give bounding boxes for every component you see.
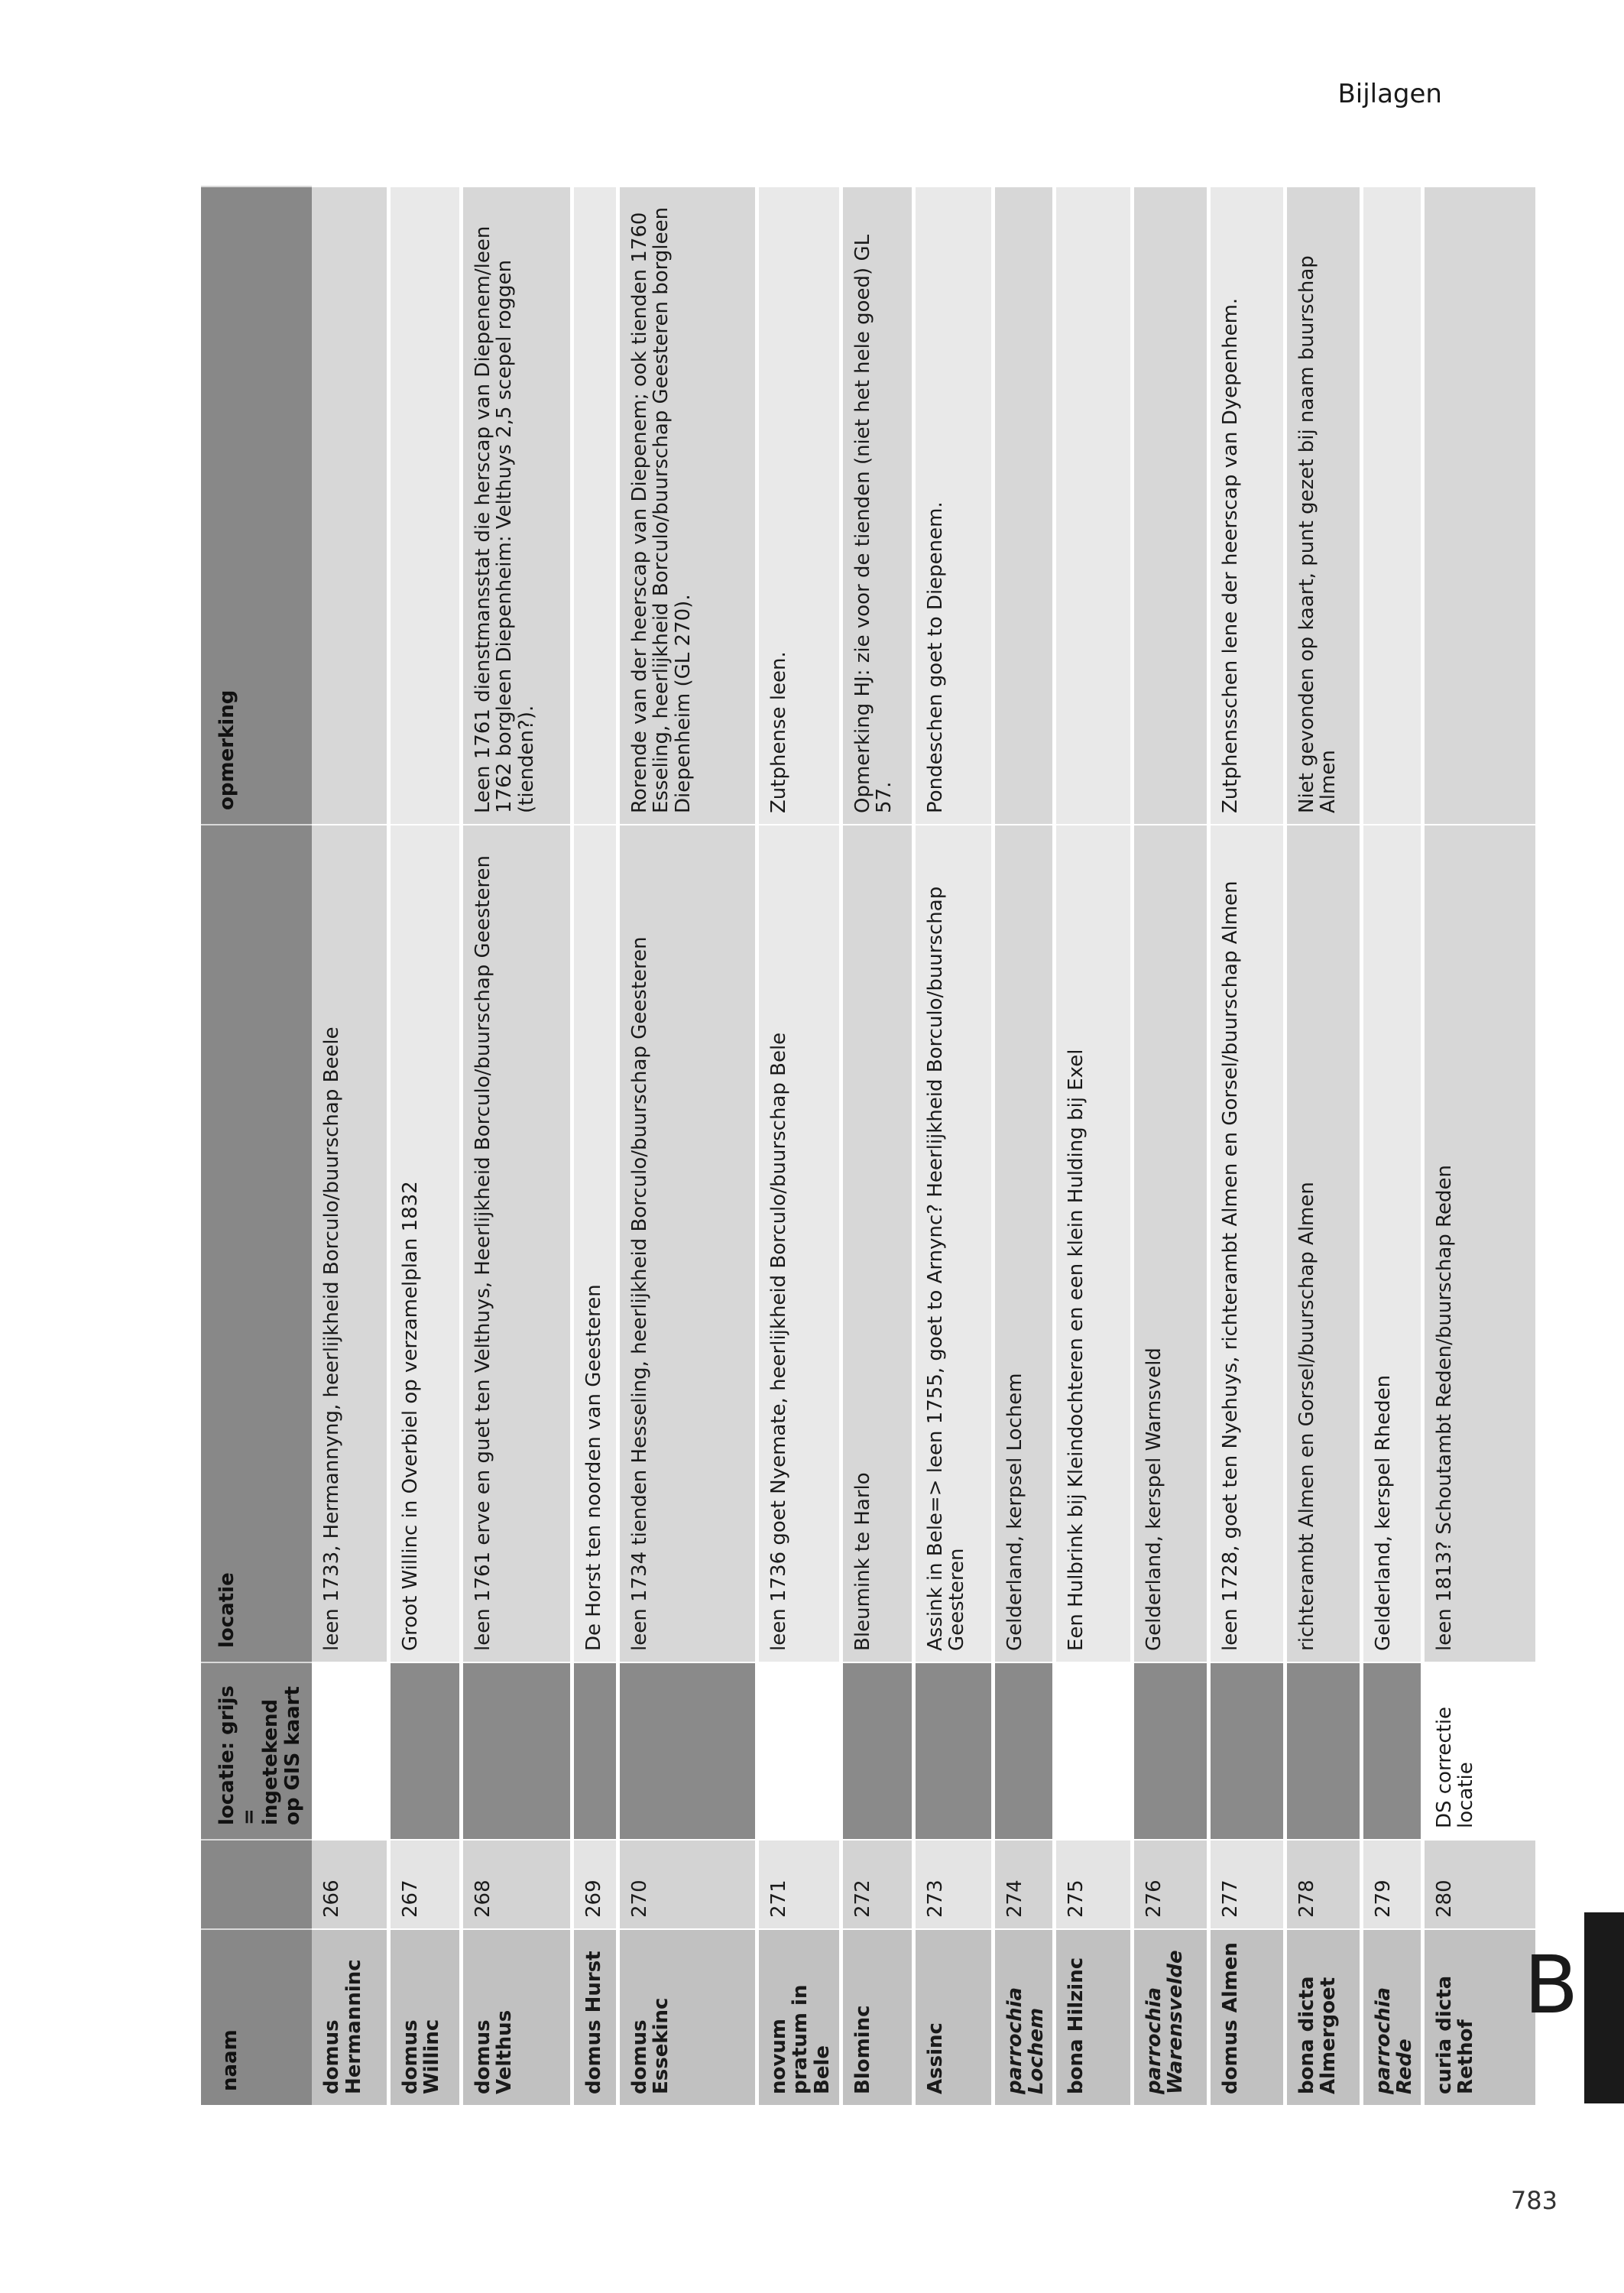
cell-locatie-grijs — [841, 1662, 913, 1840]
table-row — [1285, 186, 1361, 2105]
cell-naam: parrochia Rede — [1361, 1929, 1422, 2105]
table-frame — [201, 186, 1478, 2105]
table-row — [1361, 186, 1422, 2105]
cell-naam: parrochia Warensvelde — [1132, 1929, 1208, 2105]
cell-locatie-grijs — [1361, 1662, 1422, 1840]
table-body — [312, 186, 1537, 2105]
cell-locatie-grijs — [388, 1662, 461, 1840]
table-row — [1422, 186, 1537, 2105]
table-header-row — [201, 186, 312, 2105]
table-row — [913, 186, 993, 2105]
cell-naam: domus Hermanninc — [312, 1929, 388, 2105]
cell-locatie: Gelderland, kerspel Warnsveld — [1132, 825, 1208, 1662]
cell-locatie: leen 1734 tienden Hesseling, heerlijkheid Borculo/buurschap Geesteren — [618, 825, 757, 1662]
cell-locatie: Groot Willinc in Overbiel op verzamelplan 1832 — [388, 825, 461, 1662]
cell-opmerking: Niet gevonden op kaart, punt gezet bij naam buurschap Almen — [1285, 186, 1361, 825]
cell-locatie: leen 1813? Schoutambt Reden/buurschap Reden — [1422, 825, 1537, 1662]
table-row — [1054, 186, 1132, 2105]
cell-nr: 272 — [841, 1840, 913, 1929]
cell-locatie: leen 1736 goet Nyemate, heerlijkheid Borculo/buurschap Bele — [757, 825, 841, 1662]
table-row — [1132, 186, 1208, 2105]
cell-locatie-grijs — [1208, 1662, 1285, 1840]
cell-nr: 278 — [1285, 1840, 1361, 1929]
cell-nr: 277 — [1208, 1840, 1285, 1929]
cell-locatie: leen 1733, Hermannyng, heerlijkheid Borculo/buurschap Beele — [312, 825, 388, 1662]
cell-nr: 267 — [388, 1840, 461, 1929]
cell-locatie-grijs: DS correctie locatie — [1422, 1662, 1537, 1840]
cell-locatie: leen 1728, goet ten Nyehuys, richterambt Almen en Gorsel/buurschap Almen — [1208, 825, 1285, 1662]
cell-naam: domus Hurst — [572, 1929, 618, 2105]
cell-opmerking — [1422, 186, 1537, 825]
table-row — [572, 186, 618, 2105]
cell-nr: 271 — [757, 1840, 841, 1929]
table-row — [1208, 186, 1285, 2105]
cell-nr: 280 — [1422, 1840, 1537, 1929]
table-row — [618, 186, 757, 2105]
cell-naam: Assinc — [913, 1929, 993, 2105]
cell-locatie-grijs — [913, 1662, 993, 1840]
cell-locatie: Gelderland, kerpsel Lochem — [993, 825, 1054, 1662]
column-header-opmerking: opmerking — [201, 186, 312, 825]
cell-nr: 274 — [993, 1840, 1054, 1929]
cell-nr: 276 — [1132, 1840, 1208, 1929]
cell-nr: 275 — [1054, 1840, 1132, 1929]
column-header-locatie: locatie — [201, 825, 312, 1662]
cell-locatie-grijs — [312, 1662, 388, 1840]
page-number: 783 — [1510, 2186, 1558, 2215]
cell-naam: domus Willinc — [388, 1929, 461, 2105]
cell-nr: 266 — [312, 1840, 388, 1929]
cell-naam: Blominc — [841, 1929, 913, 2105]
cell-locatie: Assink in Bele=> leen 1755, goet to Arnync? Heerlijkheid Borculo/buurschap Geesteren — [913, 825, 993, 1662]
cell-opmerking — [572, 186, 618, 825]
cell-locatie-grijs — [572, 1662, 618, 1840]
cell-opmerking: Zutphense leen. — [757, 186, 841, 825]
cell-locatie-grijs — [993, 1662, 1054, 1840]
cell-naam: domus Velthus — [461, 1929, 572, 2105]
cell-nr: 273 — [913, 1840, 993, 1929]
cell-naam: domus Almen — [1208, 1929, 1285, 2105]
cell-opmerking: Rorende van der heerscap van Diepenem; ook tienden 1760 Esseling, heerlijkheid Borculo/buurschap Geesteren borgleen Diepenheim (GL 270). — [618, 186, 757, 825]
running-head: Bijlagen — [1337, 79, 1442, 109]
cell-locatie-grijs — [1054, 1662, 1132, 1840]
table-row — [461, 186, 572, 2105]
cell-nr: 279 — [1361, 1840, 1422, 1929]
cell-naam: curia dicta Rethof — [1422, 1929, 1537, 2105]
cell-locatie: leen 1761 erve en guet ten Velthuys, Heerlijkheid Borculo/buurschap Geesteren — [461, 825, 572, 1662]
cell-opmerking — [312, 186, 388, 825]
table-row — [757, 186, 841, 2105]
cell-locatie-grijs — [757, 1662, 841, 1840]
table-row — [841, 186, 913, 2105]
cell-locatie-grijs — [1132, 1662, 1208, 1840]
section-tab-marker — [1584, 1912, 1624, 2103]
cell-locatie: Een Hulbrink bij Kleindochteren en een klein Hulding bij Exel — [1054, 825, 1132, 1662]
cell-opmerking — [1054, 186, 1132, 825]
cell-locatie: Bleumink te Harlo — [841, 825, 913, 1662]
cell-nr: 269 — [572, 1840, 618, 1929]
column-header-locatie-grijs: locatie: grijs = ingetekend op GIS kaart — [201, 1662, 312, 1840]
column-header-naam: naam — [201, 1929, 312, 2105]
cell-opmerking: Leen 1761 dienstmansstat die herscap van Diepenem/leen 1762 borgleen Diepenheim: Velthuys 2,5 scepel roggen (tienden?). — [461, 186, 572, 825]
cell-naam: domus Essekinc — [618, 1929, 757, 2105]
cell-locatie: De Horst ten noorden van Geesteren — [572, 825, 618, 1662]
cell-opmerking: Opmerking HJ: zie voor de tienden (niet het hele goed) GL 57. — [841, 186, 913, 825]
cell-nr: 270 — [618, 1840, 757, 1929]
cell-locatie: Gelderland, kerspel Rheden — [1361, 825, 1422, 1662]
cell-naam: parrochia Lochem — [993, 1929, 1054, 2105]
cell-naam: bona Hilzinc — [1054, 1929, 1132, 2105]
column-header-nr — [201, 1840, 312, 1929]
cell-naam: novum pratum in Bele — [757, 1929, 841, 2105]
cell-opmerking — [993, 186, 1054, 825]
cell-locatie: richterambt Almen en Gorsel/buurschap Almen — [1285, 825, 1361, 1662]
cell-nr: 268 — [461, 1840, 572, 1929]
data-table — [201, 186, 1539, 2105]
cell-opmerking — [1361, 186, 1422, 825]
cell-locatie-grijs — [461, 1662, 572, 1840]
table-row — [993, 186, 1054, 2105]
cell-opmerking: Zutphensschen lene der heerscap van Dyepenhem. — [1208, 186, 1285, 825]
cell-naam: bona dicta Almergoet — [1285, 1929, 1361, 2105]
cell-opmerking: Pondeschen goet to Diepenem. — [913, 186, 993, 825]
section-letter: B — [1524, 1938, 1579, 2032]
table-row — [312, 186, 388, 2105]
cell-locatie-grijs — [618, 1662, 757, 1840]
table-row — [388, 186, 461, 2105]
cell-locatie-grijs — [1285, 1662, 1361, 1840]
cell-opmerking — [388, 186, 461, 825]
cell-opmerking — [1132, 186, 1208, 825]
